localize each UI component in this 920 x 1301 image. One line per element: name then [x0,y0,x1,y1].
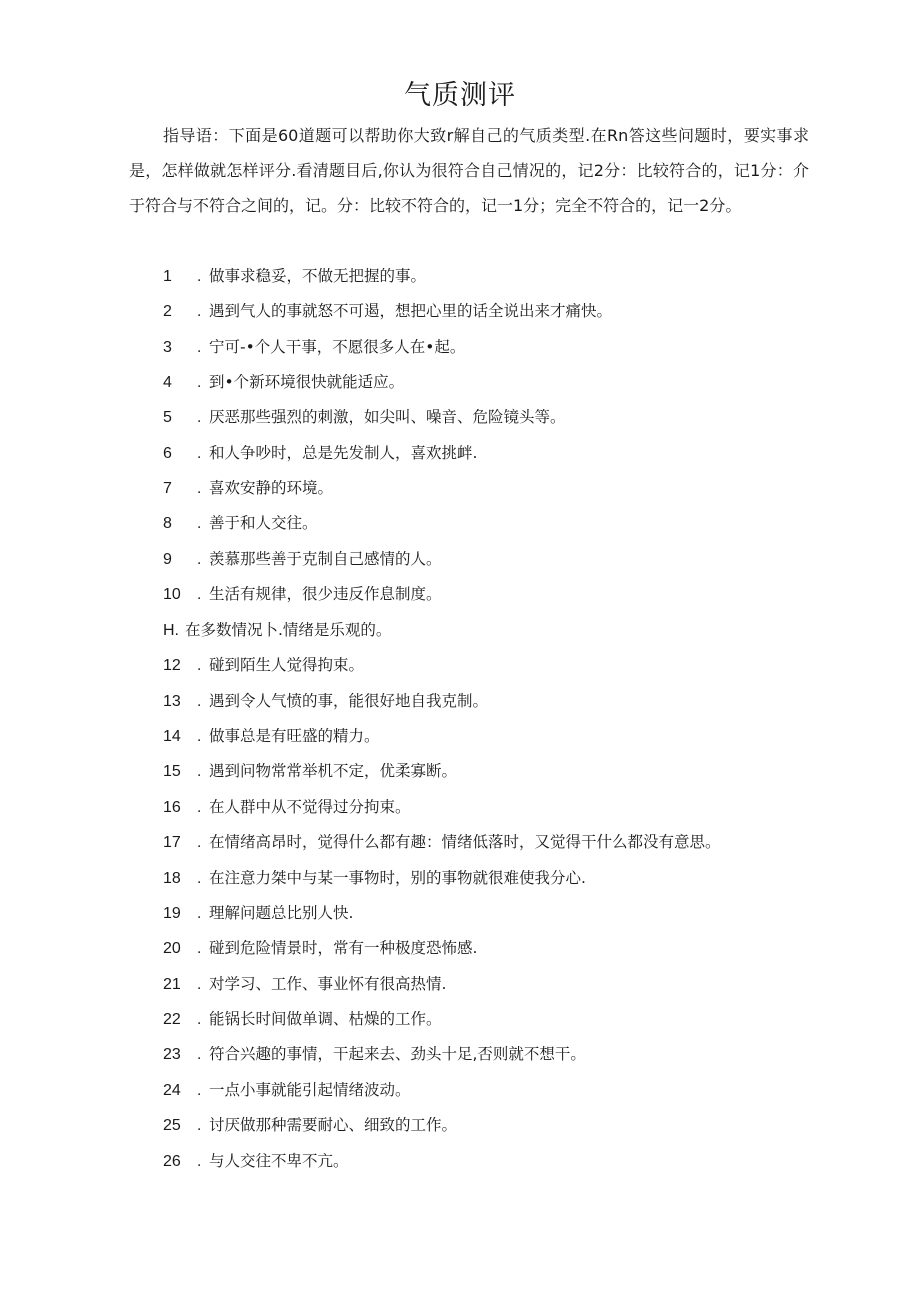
page-title: 气质测评 [404,80,516,111]
list-item [163,901,353,925]
item-separator: . [197,1117,202,1134]
item-text: 与人交往不卑不亢。 [209,1152,349,1170]
item-text: 对学习、工作、事业怀有很高热情. [209,975,447,993]
item-text: 到•个新环境很快就能适应。 [209,373,405,391]
item-number: 24 [163,1082,181,1099]
list-item [163,618,391,642]
list-item [163,370,404,394]
item-text: 在注意力桀中与某一事物时，别的事物就很难使我分心. [209,869,586,887]
item-separator: . [197,1011,202,1028]
list-item [163,405,566,429]
item-number: 3 [163,339,172,356]
item-number: 22 [163,1011,181,1028]
item-separator: . [197,657,202,674]
item-number: 5 [163,409,172,426]
list-item [163,653,364,677]
item-number: 10 [163,586,181,603]
list-item [163,866,586,890]
item-number: 1 [163,268,172,285]
list-item [163,511,318,535]
item-text: 做事求稳妥，不做无把握的事。 [209,267,427,285]
item-separator: . [197,586,202,603]
item-text: 遇到气人的事就怒不可遏，想把心里的话全说出来才痛快。 [209,302,613,320]
item-number: 8 [163,515,172,532]
item-text: 遇到令人气愤的事，能很好地自我克制。 [209,692,489,710]
list-item [163,1007,442,1031]
item-separator: . [197,409,202,426]
item-number: 7 [163,480,172,497]
item-text: 理解问题总比别人快. [209,904,354,922]
item-text: 做事总是有旺盛的精力。 [209,727,380,745]
item-number: 12 [163,657,181,674]
item-number: 19 [163,905,181,922]
item-number: 17 [163,834,181,851]
item-number: 25 [163,1117,181,1134]
list-item [163,972,446,996]
list-item [163,795,411,819]
item-text: 碰到危险情景时，常有一种极度恐怖感. [209,939,478,957]
item-text: 厌恶那些强烈的刺激，如尖叫、噪音、危险镜头等。 [209,408,566,426]
item-separator: . [197,940,202,957]
item-number: 18 [163,870,181,887]
item-separator: . [197,374,202,391]
item-number: 13 [163,693,181,710]
item-text: 和人争吵时，总是先发制人，喜欢挑衅. [209,444,478,462]
item-separator: . [197,551,202,568]
item-separator: . [197,799,202,816]
item-number: 16 [163,799,181,816]
item-separator: . [197,1153,202,1170]
item-text: 遇到问物常常举机不定，优柔寡断。 [209,762,458,780]
item-separator: . [197,445,202,462]
item-number: 20 [163,940,181,957]
item-text: 能锅长时间做单调、枯燥的工作。 [209,1010,442,1028]
item-text: 讨厌做那种需要耐心、细致的工作。 [209,1116,458,1134]
list-item [163,724,380,748]
list-item [163,476,333,500]
list-item [163,547,442,571]
item-text: 在人群中从不觉得过分拘束。 [209,798,411,816]
item-text: 宁可-•个人干事，不愿很多人在•起。 [209,338,466,356]
list-item [163,441,477,465]
item-text: 在情绪高昂时，觉得什么都有趣：情绪低落时，又觉得干什么都没有意思。 [209,833,721,851]
item-text: 羡慕那些善于克制自己感情的人。 [209,550,442,568]
item-text: 符合兴趣的事情，干起来去、劲头十足,否则就不想干。 [209,1045,586,1063]
item-separator: . [197,1082,202,1099]
item-text: 在多数情况卜.情绪是乐观的。 [185,621,392,639]
item-separator: . [197,480,202,497]
item-number: 4 [163,374,172,391]
item-text: 喜欢安静的环境。 [209,479,334,497]
item-separator: . [197,1046,202,1063]
item-separator: . [197,268,202,285]
list-item [163,1078,411,1102]
item-number: 26 [163,1153,181,1170]
item-text: 善于和人交往。 [209,514,318,532]
item-separator: . [197,728,202,745]
item-number: 9 [163,551,172,568]
item-number: 6 [163,445,172,462]
instructions-paragraph: 指导语：下面是60道题可以帮助你大致r解自己的气质类型.在Rn答这些问题时，要实事求是，怎样做就怎样评分.看清题目后,你认为很符合自己情况的，记2分：比较符合的，记1分：介于符合与不符合之间的，记。分：比较不符合的，记一1分；完全不符合的，记一2分。 [129,126,809,215]
item-text: 生活有规律，很少违反作息制度。 [209,585,442,603]
item-separator: . [197,870,202,887]
list-item [163,1149,349,1173]
item-separator: . [197,515,202,532]
item-number: 15 [163,763,181,780]
item-number: H. [163,622,179,639]
list-item [163,830,721,854]
item-separator: . [197,834,202,851]
item-text: 碰到陌生人觉得拘束。 [209,656,365,674]
item-number: 23 [163,1046,181,1063]
item-number: 2 [163,303,172,320]
item-separator: . [197,763,202,780]
item-number: 21 [163,976,181,993]
list-item [163,335,465,359]
item-text: 一点小事就能引起情绪波动。 [209,1081,411,1099]
item-separator: . [197,693,202,710]
list-item [163,582,442,606]
item-separator: . [197,339,202,356]
item-separator: . [197,303,202,320]
list-item [163,299,612,323]
list-item [163,689,488,713]
item-number: 14 [163,728,181,745]
list-item [163,936,477,960]
list-item [163,759,457,783]
item-separator: . [197,905,202,922]
list-item [163,264,426,288]
list-item [163,1042,586,1066]
list-item [163,1113,457,1137]
item-separator: . [197,976,202,993]
